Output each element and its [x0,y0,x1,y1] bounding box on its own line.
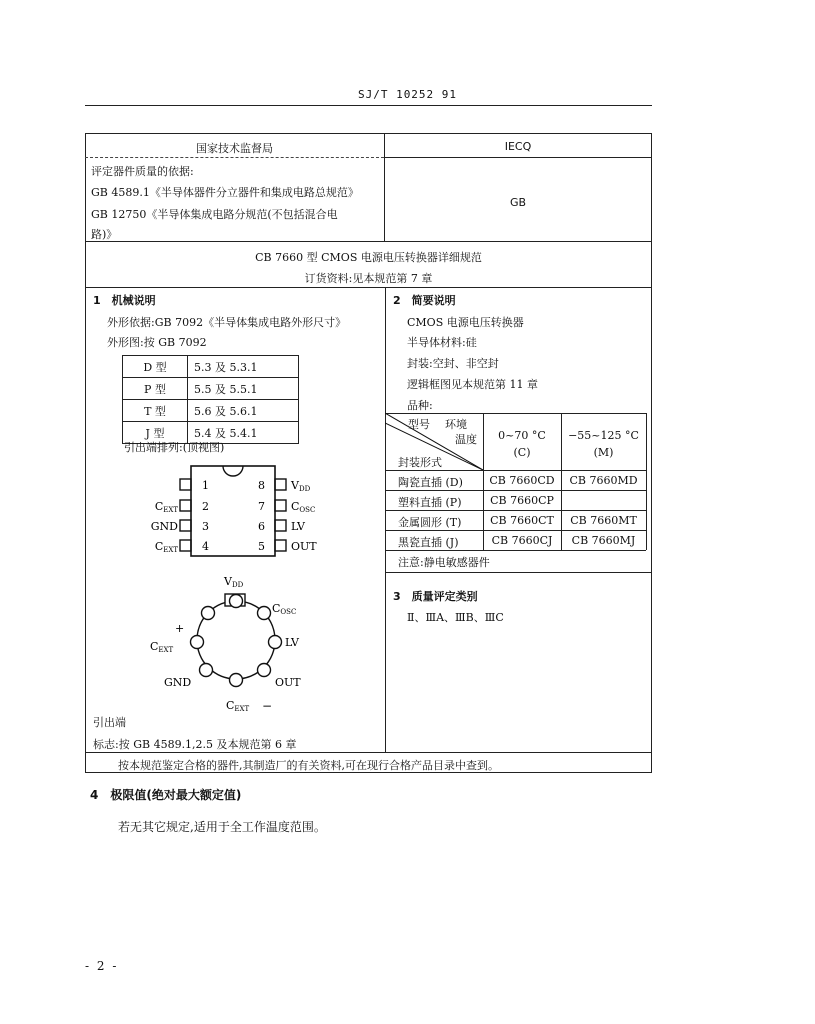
vt-row-m: CB 7660MD [569,474,638,487]
top-divider [384,133,385,241]
minus-sign: − [262,699,273,713]
vt-row-rule [385,530,646,531]
dip-pin-7 [275,500,286,511]
rule-1 [85,241,652,242]
type-cell: T 型 [123,400,188,422]
section4-title: 4 极限值(绝对最大额定值) [90,788,242,802]
pin-num-8: 8 [258,479,265,492]
header-rule [85,105,652,106]
can-pin-1 [202,607,215,620]
type-cell: J 型 [123,422,188,444]
dip-pin-5 [275,540,286,551]
section1-title: 1 机械说明 [93,294,156,307]
variety-label: 品种: [407,399,433,412]
logic-ref: 逻辑框图见本规范第 11 章 [407,378,538,391]
table-row [123,356,299,378]
dip-pin-1 [180,479,191,490]
vt-col-3 [646,413,647,550]
can-pin-4 [230,674,243,687]
package: 封装:空封、非空封 [407,357,499,370]
right-header: IECQ [504,140,532,153]
outline-figure: 外形图:按 GB 7092 [107,336,207,349]
dip-pin-6 [275,520,286,531]
type-cell: P 型 [123,378,188,400]
footer-row: 按本规范鉴定合格的器件,其制造厂的有关资料,可在现行合格产品目录中查到。 [118,759,499,772]
section3-title: 3 质量评定类别 [393,590,478,603]
rule-footer [85,752,652,753]
vt-row-m: CB 7660MJ [571,534,636,547]
can-label-cext-bottom: CEXT [226,699,250,713]
rule-2 [85,287,652,288]
basis-2b: 路)》 [91,228,118,241]
vt-row-pkg: 金属圆形 (T) [398,516,462,529]
can-pin-8 [230,595,243,608]
vt-row-pkg: 陶瓷直插 (D) [398,476,463,489]
ref-cell: 5.6 及 5.6.1 [188,400,299,422]
middle-divider [385,287,386,752]
ref-cell: 5.3 及 5.3.1 [188,356,299,378]
doc-number: SJ/T 10252 91 [357,88,458,101]
vt-row-m: CB 7660MT [570,514,637,527]
pin-name-4: CEXT [154,540,178,554]
dip-pin-2 [180,500,191,511]
basis-1: GB 4589.1《半导体器件分立器件和集成电路总规范》 [91,186,359,199]
device-desc: CMOS 电源电压转换器 [407,316,524,329]
can-pin-2 [191,636,204,649]
pin-num-7: 7 [258,500,265,513]
can-pin-6 [269,636,282,649]
dip-diagram [140,462,330,562]
can-pin-5 [258,664,271,677]
vt-col1-code: (C) [513,446,531,459]
vt-row-rule [385,490,646,491]
vt-row-c: CB 7660CT [490,514,554,527]
marking: 标志:按 GB 4589.1,2.5 及本规范第 6 章 [93,738,297,751]
header-dash [85,157,384,158]
dip-notch [223,466,243,476]
pin-name-5: OUT [291,540,317,553]
right-value: GB [509,196,527,209]
pin-num-6: 6 [258,520,265,533]
vt-row-c: CB 7660CD [489,474,555,487]
table-row [123,378,299,400]
vt-corner-env1: 环境 [445,418,467,431]
table-row [123,400,299,422]
order-info: 订货资料:见本规范第 7 章 [304,272,433,285]
vt-row-pkg: 塑料直插 (P) [398,496,462,509]
pin-arrangement: 引出端排列:(顶视图) [124,441,225,454]
package-type-table [122,355,299,444]
pin-label: 引出端 [93,716,126,729]
dip-pin-3 [180,520,191,531]
pin-num-4: 4 [202,540,209,553]
basis-label: 评定器件质量的依据: [91,165,194,178]
rule-section3 [385,572,652,573]
pin-num-3: 3 [202,520,209,533]
vt-col2-code: (M) [593,446,614,459]
can-label-cosc: COSC [272,602,297,616]
type-cell: D 型 [123,356,188,378]
vt-col2-range: −55~125 °C [568,429,639,442]
can-label-gnd: GND [164,676,192,689]
quality-categories: Ⅱ、ⅢA、ⅢB、ⅢC [407,611,504,624]
dip-pin-8 [275,479,286,490]
pin-name-7: COSC [291,500,316,514]
vt-row-rule [385,510,646,511]
can-label-out: OUT [275,676,301,689]
outline-basis: 外形依据:GB 7092《半导体集成电路外形尺寸》 [107,316,347,329]
pin-name-3: GND [150,520,178,533]
can-pin-3 [200,664,213,677]
header-rule-right [384,157,652,158]
vt-row-c: CB 7660CJ [491,534,553,547]
esd-note: 注意:静电敏感器件 [398,556,490,569]
pin-num-5: 5 [258,540,265,553]
can-pin-7 [258,607,271,620]
spec-title: CB 7660 型 CMOS 电源电压转换器详细规范 [255,251,482,264]
pin-num-2: 2 [202,500,209,513]
ref-cell: 5.4 及 5.4.1 [188,422,299,444]
left-header: 国家技术监督局 [196,142,273,155]
basis-2a: GB 12750《半导体集成电路分规范(不包括混合电 [91,208,338,221]
pin-name-2: CEXT [154,500,178,514]
vt-corner-pkg: 封装形式 [398,456,442,469]
page-number: - 2 - [85,959,119,973]
vt-col1-range: 0~70 °C [498,429,546,442]
section2-title: 2 简要说明 [393,294,456,307]
can-label-vdd: VDD [224,575,244,589]
section4-text: 若无其它规定,适用于全工作温度范围。 [118,820,326,834]
pin-name-6: LV [291,520,305,533]
pin-name-8: VDD [291,479,311,493]
plus-sign: + [175,622,185,635]
vt-corner-model: 型号 [408,418,430,431]
vt-corner-env2: 温度 [455,433,477,446]
can-label-lv: LV [285,636,299,649]
pin-num-1: 1 [202,479,209,492]
vt-row-c: CB 7660CP [490,494,554,507]
can-diagram [140,570,340,720]
dip-pin-4 [180,540,191,551]
ref-cell: 5.5 及 5.5.1 [188,378,299,400]
can-label-cext-left: CEXT [150,640,174,654]
vt-header-rule [385,470,646,471]
vt-row-pkg: 黑瓷直插 (J) [398,536,459,549]
vt-bottom-rule [385,550,646,551]
material: 半导体材料:硅 [407,336,477,349]
